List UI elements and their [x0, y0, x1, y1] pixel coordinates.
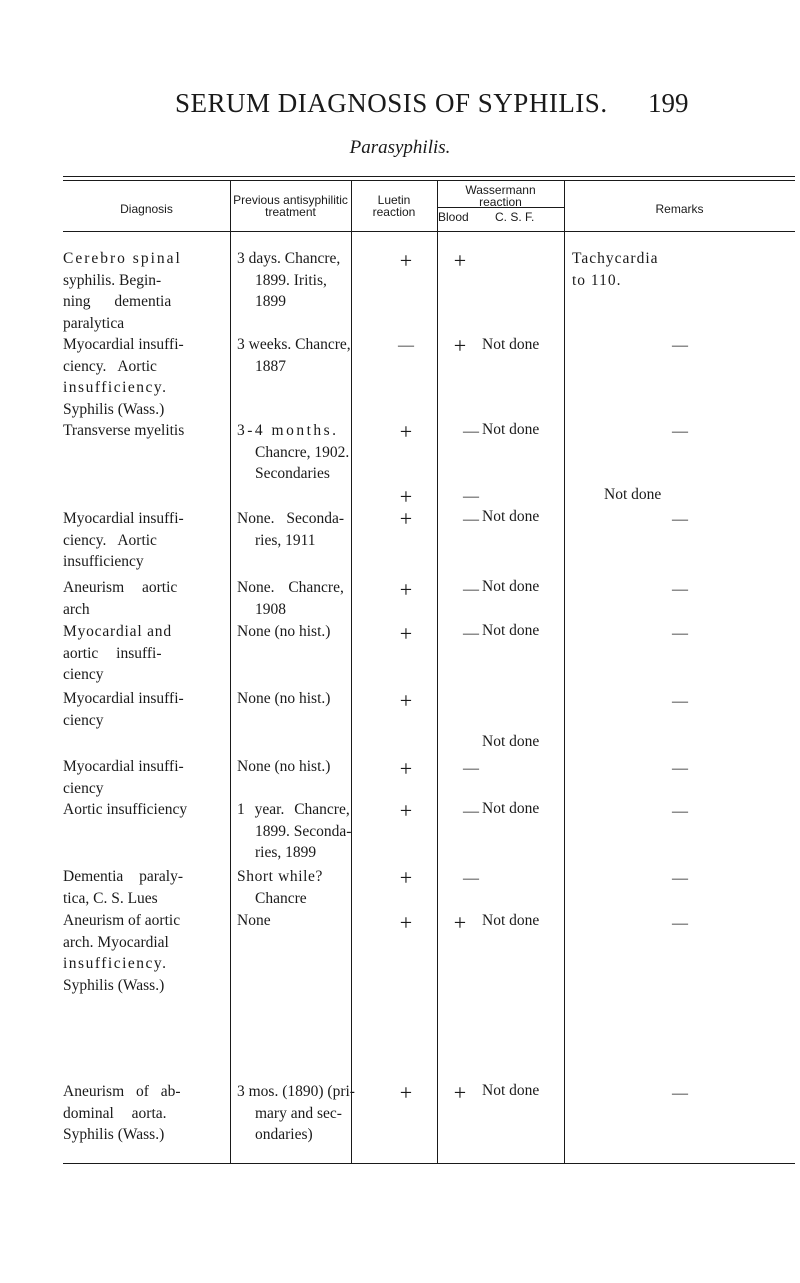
- column-header-diagnosis: Diagnosis: [120, 202, 173, 216]
- luetin-result: +: [399, 577, 413, 602]
- column-header-csf: C. S. F.: [495, 210, 535, 224]
- page-number: 199: [648, 88, 689, 118]
- table-row: Myocardial and aortic insuffi- ciency: [63, 623, 172, 683]
- treatment-cell: None (no hist.): [237, 758, 331, 775]
- column-header-wassermann: Wassermann reaction: [465, 183, 536, 209]
- diagnosis-line: syphilis. Begin-: [63, 271, 162, 289]
- luetin-result: +: [399, 1080, 413, 1105]
- csf-result: Not done: [482, 421, 540, 438]
- blood-result: —: [463, 581, 479, 598]
- column-divider: [230, 181, 231, 1163]
- treatment-cell: 3 weeks. Chancre, 1887: [237, 336, 351, 375]
- luetin-result: +: [399, 910, 413, 935]
- column-header-remarks: Remarks: [655, 202, 704, 216]
- blood-result: +: [453, 248, 467, 273]
- blood-result: —: [463, 803, 479, 820]
- table-top-rule: [63, 176, 795, 177]
- blood-result: +: [453, 1080, 467, 1105]
- treatment-cell: 1 year. Chancre, 1899. Seconda- ries, 1899: [237, 801, 352, 861]
- remarks-cell: —: [672, 423, 688, 440]
- blood-result: —: [463, 870, 479, 887]
- remarks-cell: Tachycardia to 110.: [572, 250, 659, 289]
- table-row: Dementia paraly- tica, C. S. Lues: [63, 868, 184, 907]
- table-top-rule-2: [63, 180, 795, 181]
- luetin-result: +: [399, 419, 413, 444]
- remarks-cell: —: [672, 915, 688, 932]
- remarks-cell: —: [672, 625, 688, 642]
- table-row: Aneurism aortic arch: [63, 579, 178, 618]
- column-divider: [564, 181, 565, 1163]
- treatment-cell: Short while? Chancre: [237, 868, 323, 907]
- treatment-cell: 3 days. Chancre, 1899. Iritis, 1899: [237, 250, 341, 310]
- remarks-cell: —: [672, 693, 688, 710]
- blood-result: +: [453, 910, 467, 935]
- luetin-result: +: [399, 688, 413, 713]
- table-row: Myocardial insuffi- ciency: [63, 690, 184, 729]
- treatment-cell: 3-4 months. Chancre, 1902. Secondaries: [237, 422, 350, 482]
- luetin-result: +: [399, 865, 413, 890]
- table-row: Myocardial insuffi- ciency. Aortic insufficiency. Syphilis (Wass.): [63, 336, 184, 418]
- treatment-cell: None. Chancre, 1908: [237, 579, 344, 618]
- table-row: Aneurism of ab- dominal aorta. Syphilis (Wass.): [63, 1083, 181, 1143]
- csf-result: Not done: [482, 336, 540, 353]
- diagnosis-line: ning dementia: [63, 293, 172, 310]
- remarks-cell: —: [672, 870, 688, 887]
- luetin-result-secondaries: +: [399, 484, 413, 509]
- blood-result: +: [453, 333, 467, 358]
- column-header-treatment: Previous antisyphilitic treatment: [233, 193, 348, 219]
- remarks-cell: —: [672, 1085, 688, 1102]
- csf-result: Not done: [482, 1082, 540, 1099]
- table-row: Aortic insufficiency: [63, 801, 188, 818]
- luetin-result: +: [399, 506, 413, 531]
- blood-result-secondaries: —: [463, 488, 479, 505]
- remarks-cell: —: [672, 803, 688, 820]
- csf-result: Not done: [482, 508, 540, 525]
- column-header-luetin: Luetin reaction: [372, 193, 416, 219]
- remarks-cell: —: [672, 337, 688, 354]
- luetin-result: +: [399, 756, 413, 781]
- table-row: Myocardial insuffi- ciency: [63, 758, 184, 797]
- table-title: Parasyphilis.: [349, 137, 451, 158]
- luetin-result: +: [399, 248, 413, 273]
- blood-result: —: [463, 511, 479, 528]
- csf-result: Not done: [482, 912, 540, 929]
- csf-result: Not done: [482, 578, 540, 595]
- csf-result: Not done: [482, 733, 540, 750]
- table-row: [63, 248, 182, 334]
- table-row: Aneurism of aortic arch. Myocardial insufficiency. Syphilis (Wass.): [63, 912, 181, 994]
- remarks-cell: —: [672, 581, 688, 598]
- header-bottom-rule: [63, 231, 795, 232]
- treatment-cell: 3 mos. (1890) (pri- mary and sec- ondaries): [237, 1083, 355, 1143]
- diagnosis-line: paralytica: [63, 314, 125, 332]
- csf-result: Not done: [482, 622, 540, 639]
- column-divider: [437, 181, 438, 1163]
- csf-result: Not done: [482, 800, 540, 817]
- remarks-secondaries: Not done: [604, 486, 662, 503]
- blood-result: —: [463, 760, 479, 777]
- table-row: Myocardial insuffi- ciency. Aortic insufficiency: [63, 510, 184, 570]
- luetin-result: +: [399, 621, 413, 646]
- column-header-blood: Blood: [438, 210, 469, 224]
- blood-result: —: [463, 423, 479, 440]
- treatment-cell: None (no hist.): [237, 690, 331, 707]
- running-title: SERUM DIAGNOSIS OF SYPHILIS.: [175, 88, 608, 118]
- treatment-cell: None (no hist.): [237, 623, 331, 640]
- table-bottom-rule: [63, 1163, 795, 1164]
- treatment-cell: None: [237, 912, 271, 929]
- diagnosis-line: Cerebro spinal: [63, 250, 182, 267]
- remarks-cell: —: [672, 511, 688, 528]
- remarks-cell: —: [672, 760, 688, 777]
- column-divider: [351, 181, 352, 1163]
- table-row: Transverse myelitis: [63, 422, 185, 439]
- luetin-result: —: [398, 337, 414, 354]
- luetin-result: +: [399, 798, 413, 823]
- blood-result: —: [463, 625, 479, 642]
- running-header: [0, 88, 800, 118]
- treatment-cell: None. Seconda- ries, 1911: [237, 510, 344, 549]
